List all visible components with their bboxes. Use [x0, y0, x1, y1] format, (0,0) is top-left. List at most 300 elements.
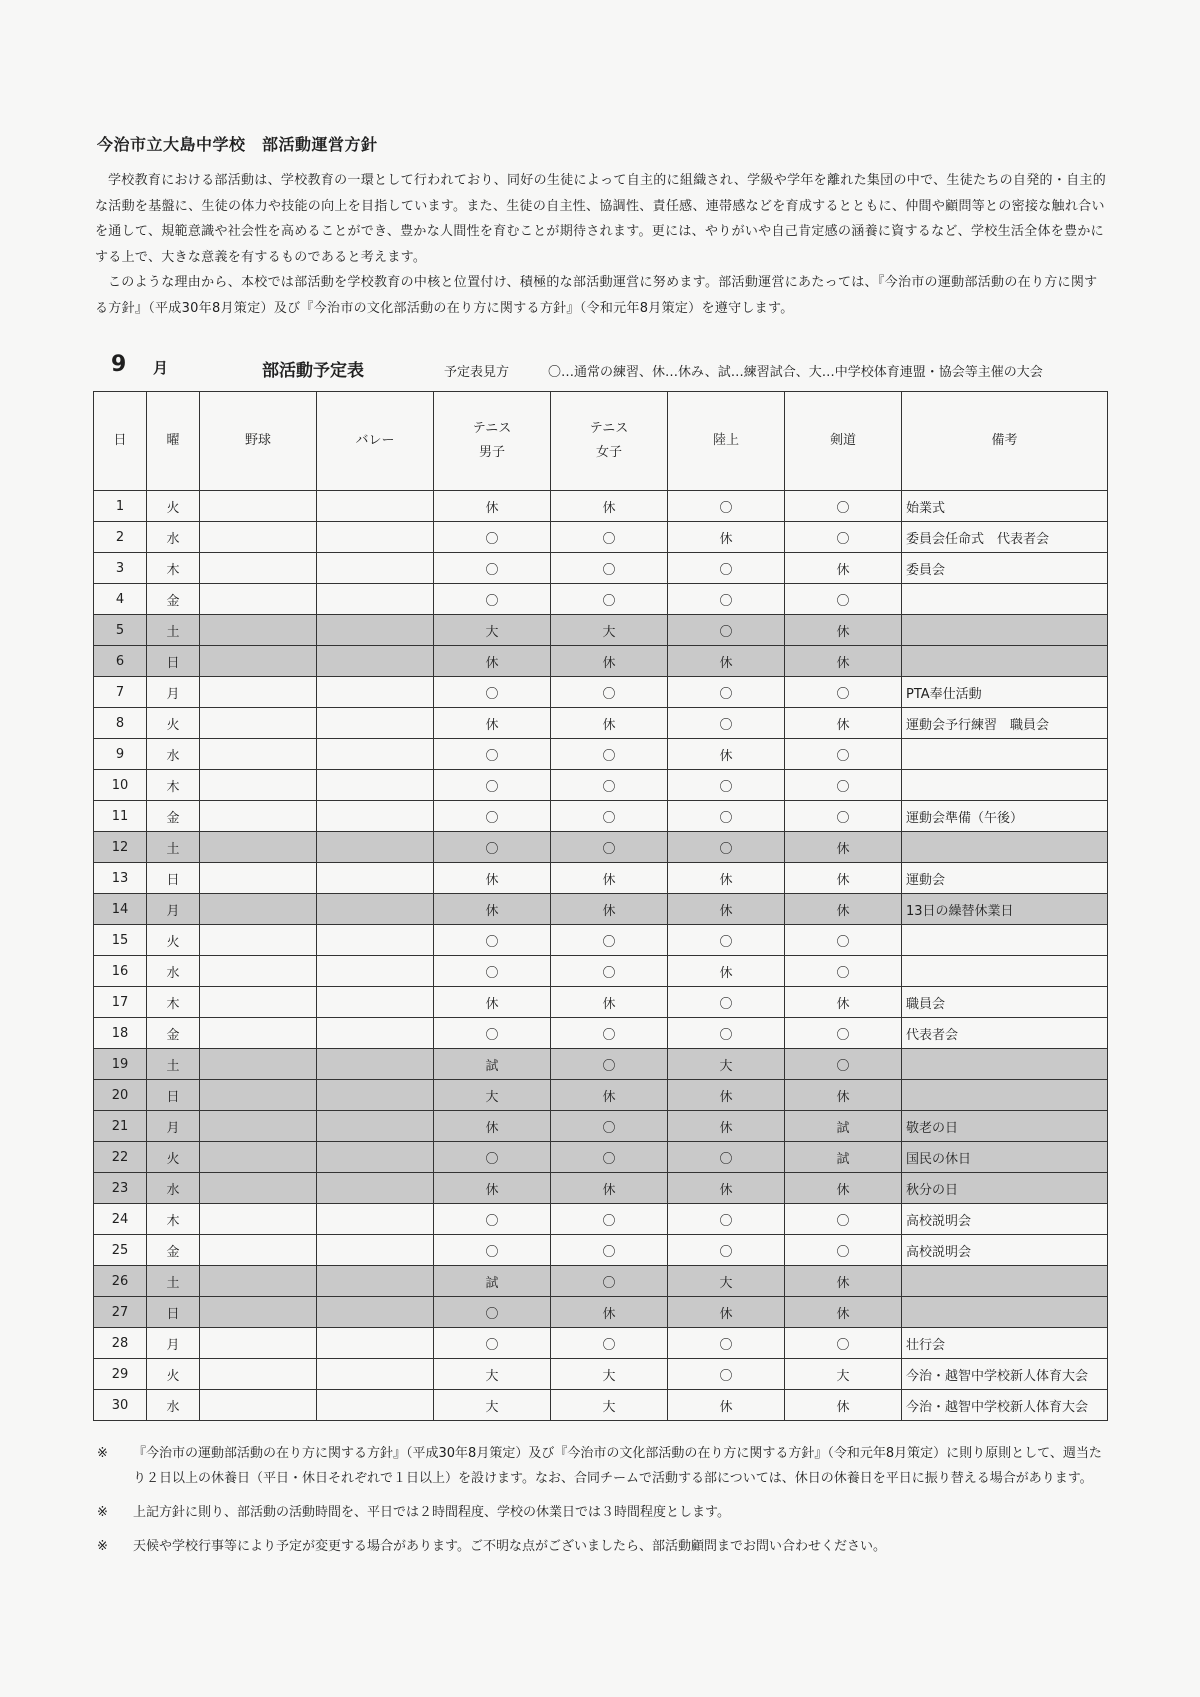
cell-day: 3: [94, 553, 147, 584]
cell-kendo: 休: [785, 1297, 902, 1328]
cell-tennis-boys: 〇: [434, 956, 551, 987]
cell-tennis-boys: 〇: [434, 522, 551, 553]
cell-kendo: 休: [785, 863, 902, 894]
cell-note: [902, 925, 1108, 956]
cell-volleyball: [317, 1204, 434, 1235]
cell-tennis-boys: 休: [434, 708, 551, 739]
table-row: [94, 1111, 1108, 1142]
cell-day: 24: [94, 1204, 147, 1235]
cell-tennis-boys: 〇: [434, 832, 551, 863]
cell-tennis-girls: 大: [551, 1359, 668, 1390]
intro-section: [95, 168, 1107, 321]
cell-volleyball: [317, 1266, 434, 1297]
cell-weekday: 土: [147, 1049, 200, 1080]
page-title: 今治市立大島中学校 部活動運営方針: [97, 135, 378, 154]
cell-tennis-boys: 〇: [434, 1235, 551, 1266]
cell-volleyball: [317, 894, 434, 925]
cell-note: 代表者会: [902, 1018, 1108, 1049]
cell-note: 職員会: [902, 987, 1108, 1018]
cell-tennis-boys: 試: [434, 1049, 551, 1080]
cell-track: 〇: [668, 770, 785, 801]
cell-weekday: 日: [147, 863, 200, 894]
cell-baseball: [200, 677, 317, 708]
cell-tennis-girls: 〇: [551, 1266, 668, 1297]
table-row: [94, 801, 1108, 832]
cell-kendo: 休: [785, 832, 902, 863]
cell-tennis-girls: 〇: [551, 584, 668, 615]
cell-weekday: 月: [147, 1111, 200, 1142]
cell-day: 26: [94, 1266, 147, 1297]
cell-tennis-boys: 大: [434, 1359, 551, 1390]
cell-volleyball: [317, 1049, 434, 1080]
cell-kendo: 〇: [785, 491, 902, 522]
cell-tennis-boys: 休: [434, 491, 551, 522]
cell-track: 〇: [668, 615, 785, 646]
cell-track: 休: [668, 1080, 785, 1111]
footnote-text: 天候や学校行事等により予定が変更する場合があります。ご不明な点がございましたら、部活動顧問までお問い合わせください。: [133, 1539, 886, 1554]
cell-tennis-girls: 〇: [551, 739, 668, 770]
legend-label: 予定表見方: [444, 365, 510, 380]
cell-kendo: 大: [785, 1359, 902, 1390]
cell-tennis-boys: 休: [434, 863, 551, 894]
cell-baseball: [200, 770, 317, 801]
cell-kendo: 〇: [785, 801, 902, 832]
cell-tennis-girls: 〇: [551, 1204, 668, 1235]
cell-note: 国民の休日: [902, 1142, 1108, 1173]
cell-kendo: 休: [785, 894, 902, 925]
table-row: [94, 739, 1108, 770]
cell-kendo: 〇: [785, 956, 902, 987]
cell-weekday: 月: [147, 677, 200, 708]
cell-note: 運動会: [902, 863, 1108, 894]
cell-tennis-girls: 〇: [551, 1049, 668, 1080]
table-row: [94, 1204, 1108, 1235]
cell-baseball: [200, 615, 317, 646]
cell-tennis-boys: 大: [434, 615, 551, 646]
cell-day: 25: [94, 1235, 147, 1266]
cell-day: 19: [94, 1049, 147, 1080]
footnote-mark: ※: [97, 1505, 108, 1520]
cell-baseball: [200, 863, 317, 894]
cell-note: 運動会予行練習 職員会: [902, 708, 1108, 739]
cell-tennis-girls: 休: [551, 646, 668, 677]
cell-kendo: 〇: [785, 1235, 902, 1266]
cell-tennis-girls: 〇: [551, 522, 668, 553]
footnote-text: 上記方針に則り、部活動の活動時間を、平日では２時間程度、学校の休業日では３時間程度とします。: [133, 1505, 730, 1520]
cell-weekday: 火: [147, 1359, 200, 1390]
cell-baseball: [200, 1142, 317, 1173]
cell-baseball: [200, 956, 317, 987]
col-header-tennis-boys-line1: テニス: [472, 421, 512, 436]
cell-volleyball: [317, 1142, 434, 1173]
cell-day: 13: [94, 863, 147, 894]
cell-tennis-girls: 〇: [551, 956, 668, 987]
table-row: [94, 1297, 1108, 1328]
table-row: [94, 1049, 1108, 1080]
cell-track: 〇: [668, 1204, 785, 1235]
cell-tennis-boys: 〇: [434, 1204, 551, 1235]
cell-volleyball: [317, 1390, 434, 1421]
cell-note: 13日の繰替休業日: [902, 894, 1108, 925]
cell-kendo: 〇: [785, 522, 902, 553]
footnote-text: 『今治市の運動部活動の在り方に関する方針』（平成30年8月策定）及び『今治市の文化部活動の在り方に関する方針』（令和元年8月策定）に則り原則として、週当たり２日以上の休養日（平日・休日それぞれで１日以上）を設けます。なお、合同チームで活動する部については、休日の休養日を平日に振り替える場合があります。: [133, 1446, 1102, 1486]
cell-day: 10: [94, 770, 147, 801]
cell-tennis-girls: 大: [551, 615, 668, 646]
cell-volleyball: [317, 584, 434, 615]
cell-tennis-girls: 大: [551, 1390, 668, 1421]
intro-paragraph: 学校教育における部活動は、学校教育の一環として行われており、同好の生徒によって自主的に組織され、学級や学年を離れた集団の中で、生徒たちの自発的・自主的な活動を基盤に、生徒の体力や技能の向上を目指しています。また、生徒の自主性、協調性、責任感、連帯感などを育成するとともに、仲間や顧問等との密接な触れ合いを通して、規範意識や社会性を高めることができ、豊かな人間性を育むことが期待されます。更には、やりがいや自己肯定感の涵養に資するなど、学校生活全体を豊かにする上で、大きな意義を有するものであると考えます。: [95, 173, 1107, 265]
cell-weekday: 日: [147, 1080, 200, 1111]
cell-track: 休: [668, 1111, 785, 1142]
cell-weekday: 日: [147, 646, 200, 677]
cell-note: 高校説明会: [902, 1235, 1108, 1266]
cell-note: [902, 646, 1108, 677]
cell-weekday: 金: [147, 1235, 200, 1266]
cell-baseball: [200, 1235, 317, 1266]
cell-volleyball: [317, 491, 434, 522]
table-row: [94, 1173, 1108, 1204]
cell-volleyball: [317, 677, 434, 708]
footnote-mark: ※: [97, 1446, 108, 1461]
cell-note: [902, 1049, 1108, 1080]
cell-note: 秋分の日: [902, 1173, 1108, 1204]
cell-baseball: [200, 739, 317, 770]
cell-tennis-girls: 休: [551, 491, 668, 522]
table-row: [94, 677, 1108, 708]
cell-note: 高校説明会: [902, 1204, 1108, 1235]
cell-kendo: 〇: [785, 1018, 902, 1049]
cell-note: 敬老の日: [902, 1111, 1108, 1142]
cell-track: 〇: [668, 677, 785, 708]
col-header-notes: 備考: [902, 392, 1108, 491]
cell-baseball: [200, 584, 317, 615]
table-row: [94, 863, 1108, 894]
cell-tennis-girls: 〇: [551, 1018, 668, 1049]
schedule-table: [93, 391, 1108, 1421]
cell-weekday: 土: [147, 1266, 200, 1297]
cell-volleyball: [317, 770, 434, 801]
cell-day: 28: [94, 1328, 147, 1359]
legend-text: 〇…通常の練習、休…休み、試…練習試合、大…中学校体育連盟・協会等主催の大会: [548, 365, 1043, 380]
cell-baseball: [200, 832, 317, 863]
cell-baseball: [200, 708, 317, 739]
cell-volleyball: [317, 1173, 434, 1204]
cell-note: [902, 1297, 1108, 1328]
month-unit: 月: [153, 359, 169, 377]
cell-weekday: 木: [147, 1204, 200, 1235]
cell-weekday: 水: [147, 956, 200, 987]
cell-kendo: 〇: [785, 1204, 902, 1235]
footnote: [97, 1534, 1107, 1559]
table-row: [94, 1080, 1108, 1111]
cell-weekday: 土: [147, 615, 200, 646]
cell-day: 29: [94, 1359, 147, 1390]
cell-track: 〇: [668, 491, 785, 522]
col-header-tennis-girls-line1: テニス: [589, 421, 629, 436]
cell-day: 2: [94, 522, 147, 553]
cell-baseball: [200, 1297, 317, 1328]
cell-baseball: [200, 1359, 317, 1390]
schedule-title: 部活動予定表: [262, 361, 364, 381]
cell-track: 〇: [668, 1359, 785, 1390]
cell-baseball: [200, 1080, 317, 1111]
table-row: [94, 925, 1108, 956]
cell-day: 23: [94, 1173, 147, 1204]
cell-baseball: [200, 1111, 317, 1142]
cell-tennis-girls: 〇: [551, 1142, 668, 1173]
cell-day: 15: [94, 925, 147, 956]
cell-day: 20: [94, 1080, 147, 1111]
table-row: [94, 1018, 1108, 1049]
cell-weekday: 火: [147, 1142, 200, 1173]
cell-volleyball: [317, 1080, 434, 1111]
cell-tennis-girls: 休: [551, 894, 668, 925]
cell-weekday: 火: [147, 925, 200, 956]
cell-day: 21: [94, 1111, 147, 1142]
cell-tennis-boys: 〇: [434, 1142, 551, 1173]
cell-tennis-boys: 休: [434, 987, 551, 1018]
table-row: [94, 522, 1108, 553]
cell-kendo: 試: [785, 1142, 902, 1173]
cell-weekday: 金: [147, 801, 200, 832]
schedule-body: [94, 491, 1108, 1421]
cell-weekday: 木: [147, 770, 200, 801]
cell-tennis-boys: 〇: [434, 1018, 551, 1049]
table-row: [94, 708, 1108, 739]
cell-track: 〇: [668, 584, 785, 615]
cell-note: 今治・越智中学校新人体育大会: [902, 1359, 1108, 1390]
month-number: 9: [111, 352, 127, 377]
cell-weekday: 木: [147, 987, 200, 1018]
cell-kendo: 休: [785, 1080, 902, 1111]
cell-baseball: [200, 553, 317, 584]
table-row: [94, 1328, 1108, 1359]
cell-tennis-girls: 休: [551, 1080, 668, 1111]
table-row: [94, 1142, 1108, 1173]
cell-kendo: 休: [785, 987, 902, 1018]
cell-day: 6: [94, 646, 147, 677]
cell-note: 委員会: [902, 553, 1108, 584]
cell-tennis-boys: 〇: [434, 925, 551, 956]
cell-baseball: [200, 1204, 317, 1235]
cell-day: 22: [94, 1142, 147, 1173]
cell-track: 休: [668, 956, 785, 987]
footnotes: [97, 1441, 1107, 1568]
intro-paragraph: このような理由から、本校では部活動を学校教育の中核と位置付け、積極的な部活動運営に努めます。部活動運営にあたっては、『今治市の運動部活動の在り方に関する方針』（平成30年8月策定）及び『今治市の文化部活動の在り方に関する方針』（令和元年8月策定）を遵守します。: [95, 275, 1098, 316]
cell-volleyball: [317, 522, 434, 553]
cell-note: [902, 770, 1108, 801]
cell-tennis-boys: 〇: [434, 801, 551, 832]
footnote-mark: ※: [97, 1539, 108, 1554]
cell-weekday: 月: [147, 894, 200, 925]
cell-tennis-boys: 大: [434, 1390, 551, 1421]
cell-tennis-girls: 〇: [551, 770, 668, 801]
col-header-baseball: 野球: [200, 392, 317, 491]
cell-kendo: 休: [785, 646, 902, 677]
cell-volleyball: [317, 1111, 434, 1142]
cell-tennis-girls: 休: [551, 863, 668, 894]
cell-kendo: 〇: [785, 677, 902, 708]
cell-track: 休: [668, 522, 785, 553]
cell-tennis-boys: 大: [434, 1080, 551, 1111]
cell-volleyball: [317, 1328, 434, 1359]
table-row: [94, 1266, 1108, 1297]
cell-kendo: 〇: [785, 1328, 902, 1359]
cell-tennis-boys: 休: [434, 1111, 551, 1142]
col-header-tennis-boys-line2: 男子: [478, 445, 505, 460]
cell-weekday: 水: [147, 739, 200, 770]
cell-track: 大: [668, 1266, 785, 1297]
cell-tennis-boys: 〇: [434, 584, 551, 615]
cell-tennis-boys: 休: [434, 1173, 551, 1204]
cell-kendo: 〇: [785, 739, 902, 770]
cell-weekday: 木: [147, 553, 200, 584]
cell-volleyball: [317, 708, 434, 739]
footnote: [97, 1500, 1107, 1525]
cell-note: [902, 832, 1108, 863]
cell-tennis-boys: 〇: [434, 1297, 551, 1328]
table-row: [94, 987, 1108, 1018]
cell-tennis-girls: 〇: [551, 1235, 668, 1266]
cell-baseball: [200, 894, 317, 925]
cell-baseball: [200, 1266, 317, 1297]
cell-track: 休: [668, 739, 785, 770]
cell-note: 運動会準備（午後）: [902, 801, 1108, 832]
cell-note: [902, 739, 1108, 770]
cell-tennis-boys: 〇: [434, 677, 551, 708]
cell-track: 〇: [668, 987, 785, 1018]
cell-volleyball: [317, 1359, 434, 1390]
cell-tennis-boys: 〇: [434, 739, 551, 770]
cell-kendo: 〇: [785, 1049, 902, 1080]
cell-note: [902, 1080, 1108, 1111]
cell-baseball: [200, 1173, 317, 1204]
cell-track: 〇: [668, 925, 785, 956]
cell-track: 休: [668, 646, 785, 677]
cell-day: 7: [94, 677, 147, 708]
cell-tennis-boys: 休: [434, 646, 551, 677]
table-row: [94, 584, 1108, 615]
table-row: [94, 1390, 1108, 1421]
cell-note: 始業式: [902, 491, 1108, 522]
cell-kendo: 休: [785, 615, 902, 646]
cell-track: 休: [668, 894, 785, 925]
cell-note: [902, 615, 1108, 646]
cell-kendo: 休: [785, 1390, 902, 1421]
cell-note: [902, 584, 1108, 615]
table-row: [94, 894, 1108, 925]
cell-note: 壮行会: [902, 1328, 1108, 1359]
cell-kendo: 〇: [785, 770, 902, 801]
cell-baseball: [200, 987, 317, 1018]
cell-day: 8: [94, 708, 147, 739]
cell-baseball: [200, 1328, 317, 1359]
cell-day: 18: [94, 1018, 147, 1049]
cell-kendo: 試: [785, 1111, 902, 1142]
table-row: [94, 646, 1108, 677]
cell-baseball: [200, 522, 317, 553]
col-header-volleyball: バレー: [317, 392, 434, 491]
cell-baseball: [200, 1018, 317, 1049]
cell-track: 〇: [668, 832, 785, 863]
footnote: [97, 1441, 1107, 1491]
cell-weekday: 火: [147, 491, 200, 522]
cell-day: 17: [94, 987, 147, 1018]
col-header-tennis-girls: [551, 392, 668, 491]
cell-tennis-girls: 〇: [551, 1328, 668, 1359]
col-header-tennis-boys: [434, 392, 551, 491]
cell-tennis-girls: 〇: [551, 677, 668, 708]
header-row: [94, 392, 1108, 491]
table-row: [94, 491, 1108, 522]
cell-kendo: 休: [785, 1266, 902, 1297]
cell-baseball: [200, 1049, 317, 1080]
cell-track: 〇: [668, 1018, 785, 1049]
cell-day: 16: [94, 956, 147, 987]
cell-track: 休: [668, 863, 785, 894]
cell-volleyball: [317, 615, 434, 646]
cell-volleyball: [317, 863, 434, 894]
cell-weekday: 月: [147, 1328, 200, 1359]
cell-track: 〇: [668, 1235, 785, 1266]
cell-track: 〇: [668, 1142, 785, 1173]
table-row: [94, 1235, 1108, 1266]
cell-volleyball: [317, 801, 434, 832]
cell-tennis-boys: 試: [434, 1266, 551, 1297]
cell-volleyball: [317, 987, 434, 1018]
cell-baseball: [200, 1390, 317, 1421]
cell-weekday: 火: [147, 708, 200, 739]
cell-weekday: 水: [147, 1173, 200, 1204]
cell-volleyball: [317, 925, 434, 956]
col-header-weekday: 曜: [147, 392, 200, 491]
cell-day: 12: [94, 832, 147, 863]
cell-kendo: 休: [785, 708, 902, 739]
table-row: [94, 956, 1108, 987]
cell-track: 〇: [668, 553, 785, 584]
cell-track: 〇: [668, 801, 785, 832]
cell-weekday: 金: [147, 584, 200, 615]
cell-track: 休: [668, 1297, 785, 1328]
cell-tennis-girls: 休: [551, 708, 668, 739]
table-row: [94, 1359, 1108, 1390]
cell-tennis-boys: 休: [434, 894, 551, 925]
cell-volleyball: [317, 956, 434, 987]
cell-weekday: 土: [147, 832, 200, 863]
cell-day: 9: [94, 739, 147, 770]
cell-day: 27: [94, 1297, 147, 1328]
cell-weekday: 金: [147, 1018, 200, 1049]
cell-note: 今治・越智中学校新人体育大会: [902, 1390, 1108, 1421]
cell-track: 〇: [668, 1328, 785, 1359]
cell-tennis-girls: 〇: [551, 801, 668, 832]
cell-weekday: 水: [147, 522, 200, 553]
cell-kendo: 〇: [785, 925, 902, 956]
col-header-track: 陸上: [668, 392, 785, 491]
cell-baseball: [200, 491, 317, 522]
table-row: [94, 832, 1108, 863]
cell-track: 休: [668, 1390, 785, 1421]
cell-kendo: 休: [785, 1173, 902, 1204]
cell-volleyball: [317, 832, 434, 863]
col-header-tennis-girls-line2: 女子: [595, 445, 622, 460]
table-row: [94, 770, 1108, 801]
cell-kendo: 〇: [785, 584, 902, 615]
cell-tennis-boys: 〇: [434, 553, 551, 584]
cell-note: 委員会任命式 代表者会: [902, 522, 1108, 553]
cell-tennis-boys: 〇: [434, 770, 551, 801]
cell-note: [902, 1266, 1108, 1297]
